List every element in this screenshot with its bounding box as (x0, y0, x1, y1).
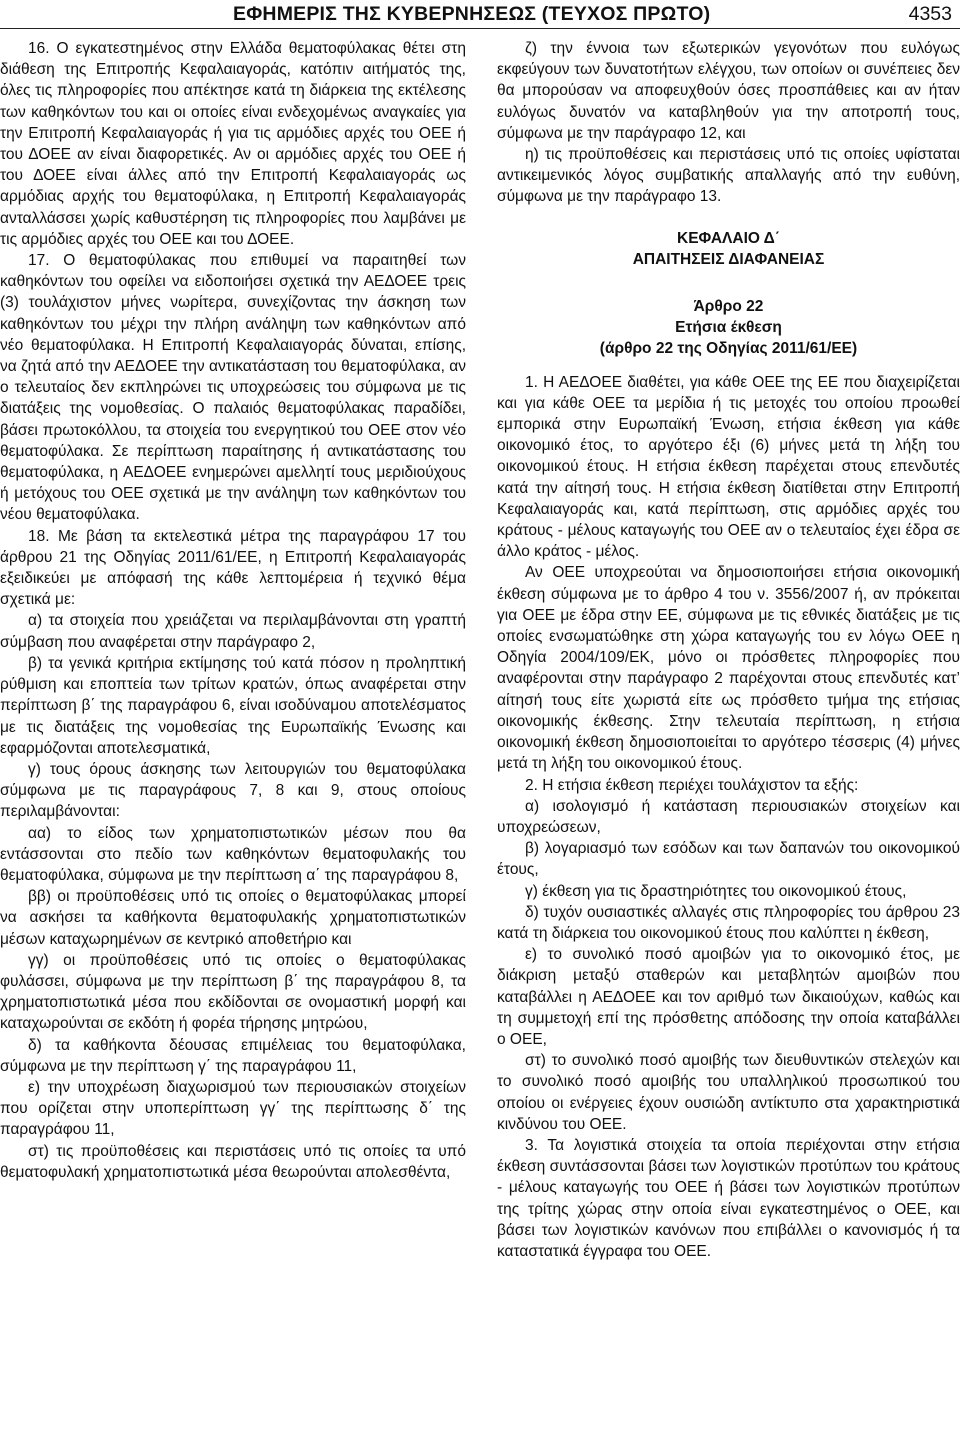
item-a: α) τα στοιχεία που χρειάζεται να περιλαμβάνονται στη γραπτή σύμβαση που αναφέρεται στην παράγραφο 2, (0, 612, 466, 651)
item-e: ε) την υποχρέωση διαχωρισμού των περιουσιακών στοιχείων που ορίζεται στην υποπερίπτωση γγ΄ της περίπτωσης δ΄ της παραγράφου 11, (0, 1078, 466, 1139)
item-st: στ) τις προϋποθέσεις και περιστάσεις υπό τις οποίες τα υπό θεματοφυλακή χρηματοπιστωτικά μέσα θεωρούνται απολεσθέντα, (0, 1142, 466, 1181)
gazette-title: ΕΦΗΜΕΡΙΣ ΤΗΣ ΚΥΒΕΡΝΗΣΕΩΣ (ΤΕΥΧΟΣ ΠΡΩΤΟ) (233, 3, 711, 25)
article-title: Ετήσια έκθεση (675, 319, 782, 337)
report-item-b: β) λογαριασμό των εσόδων και των δαπανών του οικονομικού έτους, (497, 840, 960, 879)
item-c-bb: ββ) οι προϋποθέσεις υπό τις οποίες ο θεματοφύλακας μπορεί να ασκήσει τα καθήκοντα θεματοφυλακής χρηματοπιστωτικών μέσων καταχωρημένων σε κεντρικό αποθετήριο και (0, 888, 466, 948)
right-column (497, 38, 960, 1262)
article-paragraph-1: 1. Η ΑΕΔΟΕΕ διαθέτει, για κάθε ΟΕΕ της ΕΕ που διαχειρίζεται και για κάθε ΟΕΕ τα μερίδια ή τις μετοχές του οποίου προωθεί εμπορικά στην Ευρωπαϊκή Ένωση, ετήσια έκθεση για κάθε οικονομικό έτος, το αργότερο έξι (6) μήνες μετά τη λήξη του οικονομικού έτους. Η ετήσια έκθεση παρέχεται στους επενδυτές κατά την αίτησή τους. Η ετήσια έκθεση διατίθεται στην Επιτροπή Κεφαλαιαγοράς και, κατά περίπτωση, στις αρμόδιες αρχές του κράτους - μέλους καταγωγής του ΟΕΕ αν ο τελευταίος έχει έδρα σε άλλο κράτος - μέλος. (497, 373, 960, 561)
item-c-aa: αα) το είδος των χρηματοπιστωτικών μέσων που θα εντάσσονται στο πεδίο των καθηκόντων θεματοφυλακής του θεματοφύλακα, σύμφωνα με την περίπτωση α΄ της παραγράφου 8, (0, 824, 466, 884)
paragraph-18: 18. Με βάση τα εκτελεστικά μέτρα της παραγράφου 17 του άρθρου 21 της Οδηγίας 2011/61/ΕΕ, η Επιτροπή Κεφαλαιαγοράς εξειδικεύει με απόφασή της κάθε λεπτομέρεια ή τεχνικό θέμα σχετικά με: (0, 527, 466, 609)
article-heading (497, 296, 960, 360)
chapter-heading (497, 228, 960, 270)
report-item-c: γ) έκθεση για τις δραστηριότητες του οικονομικού έτους, (525, 882, 907, 900)
chapter-number: ΚΕΦΑΛΑΙΟ Δ΄ (677, 229, 780, 247)
chapter-title: ΑΠΑΙΤΗΣΕΙΣ ΔΙΑΦΑΝΕΙΑΣ (632, 250, 825, 268)
report-item-e: ε) το συνολικό ποσό αμοιβών για το οικονομικό έτος, με διάκριση μεταξύ σταθερών και μεταβλητών αμοιβών που καταβάλλει η ΑΕΔΟΕΕ και τον αριθμό των δικαιούχων, καθώς και τη συμμετοχή επί της πρόσθετης απόδοσης την οποία καταβάλλει ο ΟΕΕ, (497, 946, 960, 1048)
article-reference: (άρθρο 22 της Οδηγίας 2011/61/ΕΕ) (599, 340, 858, 358)
header-rule (0, 28, 960, 29)
paragraph-17: 17. Ο θεματοφύλακας που επιθυμεί να παραιτηθεί των καθηκόντων του οφείλει να ειδοποιήσει σχετικά την ΑΕΔΟΕΕ τρεις (3) τουλάχιστον μήνες νωρίτερα, συνεχίζοντας την άσκηση των καθηκόντων του μέχρι την πλήρη ανάληψη των καθηκόντων από νέο θεματοφύλακα. Η Επιτροπή Κεφαλαιαγοράς δύναται, επίσης, να ζητά από την ΑΕΔΟΕΕ την αντικατάσταση του θεματοφύλακα, αν ο τελευταίος δεν εκπληρώνει τις υποχρεώσεις του σύμφωνα με τις διατάξεις της νομοθεσίας. Ο παλαιός θεματοφύλακας παραδίδει, βάσει πρωτοκόλλου, τα στοιχεία του ενεργητικού του ΟΕΕ στον νέο θεματοφύλακα. Σε περίπτωση παραίτησης ή αντικατάστασης του θεματοφύλακα, η ΑΕΔΟΕΕ ενημερώνει αμελλητί τους μεριδιούχους ή μετόχους του ΟΕΕ σχετικά με την ανάληψη των καθηκόντων του νέου θεματοφύλακα. (0, 252, 466, 524)
article-paragraph-1-continued: Αν ΟΕΕ υποχρεούται να δημοσιοποιήσει ετήσια οικονομική έκθεση σύμφωνα με το άρθρο 4 του ν. 3556/2007 ή, αν πρόκειται για ΟΕΕ με έδρα στην ΕΕ, σύμφωνα με τις εθνικές διατάξεις με τις οποίες ενσωματώθηκε στη χώρα καταγωγής του εν λόγω ΟΕΕ η Οδηγία 2004/109/ΕΚ, μόνο οι πρόσθετες πληροφορίες που αναφέρονται στην παράγραφο 2 παρέχονται στους επενδυτές κατ’ αίτησή τους είτε χωριστά είτε ως πρόσθετο τμήμα της ετήσιας οικονομικής έκθεσης. Στην τελευταία περίπτωση, η ετήσια οικονομική έκθεση δημοσιοποιείται το αργότερο τέσσερις (4) μήνες μετά τη λήξη του οικονομικού έτους. (497, 564, 960, 773)
item-i: η) τις προϋποθέσεις και περιστάσεις υπό τις οποίες υφίσταται αντικειμενικός λόγος συμβατικής απαλλαγής από την ευθύνη, σύμφωνα με την παράγραφο 13. (497, 146, 960, 206)
item-b: β) τα γενικά κριτήρια εκτίμησης τού κατά πόσον η προληπτική ρύθμιση και εποπτεία των τρίτων κρατών, όπως αναφέρεται στην περίπτωση β΄ της παραγράφου 6, είναι ισοδύναμου αποτελέσματος με τις διατάξεις της νομοθεσίας της Ευρωπαϊκής Ένωσης και εφαρμόζονται αποτελεσματικά, (0, 654, 466, 757)
page-header (0, 0, 960, 36)
article-paragraph-2: 2. Η ετήσια έκθεση περιέχει τουλάχιστον τα εξής: (525, 776, 859, 794)
article-paragraph-3: 3. Τα λογιστικά στοιχεία τα οποία περιέχονται στην ετήσια έκθεση συντάσσονται βάσει των λογιστικών προτύπων του κράτους - μέλους καταγωγής του ΟΕΕ ή βάσει των λογιστικών προτύπων της τρίτης χώρας στην οποία είναι εγκατεστημένος ο ΟΕΕ, και βάσει των λογιστικών κανόνων που επιβάλλει ο κανονισμός ή τα καταστατικά έγγραφα του ΟΕΕ. (497, 1136, 960, 1260)
item-d: δ) τα καθήκοντα δέουσας επιμέλειας του θεματοφύλακα, σύμφωνα με την περίπτωση γ΄ της παραγράφου 11, (0, 1036, 466, 1075)
article-number: Άρθρο 22 (693, 298, 764, 316)
report-item-st: στ) το συνολικό ποσό αμοιβής των διευθυντικών στελεχών και το συνολικό ποσό αμοιβής του υπαλληλικού προσωπικού του οποίου οι ενέργειες έχουν ουσιώδη αντίκτυπο στα χαρακτηριστικά κινδύνου του ΟΕΕ. (497, 1052, 960, 1133)
item-z: ζ) την έννοια των εξωτερικών γεγονότων που ευλόγως εκφεύγουν των δυνατοτήτων ελέγχου, των οποίων οι συνέπειες δεν θα μπορούσαν να αποφευχθούν όσες προσπάθειες και αν ήταν ευλόγως δυνατόν να καταβληθούν για την αποτροπή τους, σύμφωνα με την παράγραφο 12, και (497, 40, 960, 142)
left-column (0, 38, 466, 1183)
report-item-a: α) ισολογισμό ή κατάσταση περιουσιακών στοιχείων και υποχρεώσεων, (497, 797, 960, 836)
paragraph-16: 16. Ο εγκατεστημένος στην Ελλάδα θεματοφύλακας θέτει στη διάθεση της Επιτροπής Κεφαλαιαγοράς, κατόπιν αιτήματός της, όλες τις πληροφορίες που απέκτησε κατά τη διάρκεια της εκτέλεσης των καθηκόντων του και οι οποίες είναι ενδεχομένως αναγκαίες για την Επιτροπή Κεφαλαιαγοράς ή για τις αρμόδιες αρχές του ΟΕΕ ή του ΔΟΕΕ αν είναι διαφορετικές. Αν οι αρμόδιες αρχές του ΟΕΕ ή του ΔΟΕΕ είναι άλλες από την Επιτροπή Κεφαλαιαγοράς ως αρμόδιας αρχής του θεματοφύλακα, η Επιτροπή Κεφαλαιαγοράς ανταλλάσσει χωρίς καθυστέρηση τις πληροφορίες που λαμβάνει με τις αρμόδιες αρχές του ΟΕΕ και του ΔΟΕΕ. (0, 40, 466, 248)
item-c: γ) τους όρους άσκησης των λειτουργιών του θεματοφύλακα σύμφωνα με τις παραγράφους 7, 8 και 9, στους οποίους περιλαμβάνονται: (0, 760, 466, 821)
page-number: 4353 (908, 3, 952, 25)
report-item-d: δ) τυχόν ουσιαστικές αλλαγές στις πληροφορίες του άρθρου 23 κατά τη διάρκεια του οικονομικού έτους που καλύπτει η έκθεση, (497, 903, 960, 942)
item-c-gg: γγ) οι προϋποθέσεις υπό τις οποίες ο θεματοφύλακας φυλάσσει, σύμφωνα με την περίπτωση β΄ της παραγράφου 8, τα χρηματοπιστωτικά μέσα που εκδίδονται σε ονομαστική μορφή και καταχωρούνται σε εκδότη ή φορέα τήρησης μητρώου, (0, 951, 466, 1033)
